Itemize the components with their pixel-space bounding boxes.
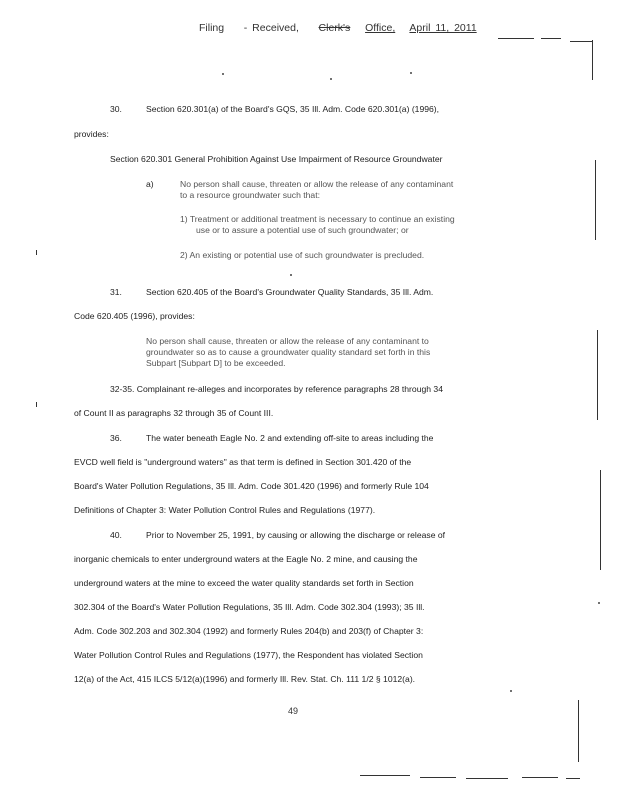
scan-speck [222, 73, 224, 75]
quote-620-301-1-line2: use or to assure a potential use of such groundwater; or [196, 225, 409, 235]
scan-speck [330, 78, 332, 80]
scan-mark [566, 778, 580, 779]
para-40-line1: Prior to November 25, 1991, by causing or allowing the discharge or release of [146, 530, 446, 540]
header-office: Office, [365, 22, 396, 34]
para-30-line2: provides: [74, 129, 109, 139]
para-31-number: 31. [110, 287, 122, 297]
scan-mark [578, 700, 579, 762]
quote-620-301-a-label: a) [146, 179, 154, 189]
scan-mark [522, 777, 558, 778]
page-number: 49 [288, 706, 299, 716]
para-40-number: 40. [110, 530, 122, 540]
para-40-line2: inorganic chemicals to enter underground waters at the Eagle No. 2 mine, and causing the [74, 554, 418, 564]
quote-620-405-line3: Subpart [Subpart D] to be exceeded. [146, 358, 286, 368]
para-36-line1: The water beneath Eagle No. 2 and extending off-site to areas including the [146, 433, 434, 443]
header-clerks: Clerk's [318, 22, 351, 34]
scan-speck [290, 274, 292, 276]
scan-mark [597, 330, 598, 420]
scan-mark [466, 778, 508, 779]
scan-speck [598, 602, 600, 604]
quote-620-301-title: Section 620.301 General Prohibition Against Use Impairment of Resource Groundwater [110, 154, 443, 164]
para-36-line4: Definitions of Chapter 3: Water Pollution Control Rules and Regulations (1977). [74, 505, 376, 515]
quote-620-301-a-line2: to a resource groundwater such that: [180, 190, 320, 200]
header-received: - Received, [243, 22, 299, 34]
scan-speck [410, 72, 412, 74]
scan-mark [360, 775, 410, 776]
quote-620-301-2-line1: 2) An existing or potential use of such groundwater is precluded. [180, 250, 425, 260]
scan-mark [592, 40, 593, 80]
para-40-line7: 12(a) of the Act, 415 ILCS 5/12(a)(1996) and formerly Ill. Rev. Stat. Ch. 111 1/2 § 1012(a). [74, 674, 416, 684]
scan-mark [600, 470, 601, 570]
para-32-35-line1: 32-35. Complainant re-alleges and incorporates by reference paragraphs 28 through 34 [110, 384, 443, 394]
para-30-line1: Section 620.301(a) of the Board's GQS, 35 Ill. Adm. Code 620.301(a) (1996), [146, 104, 440, 114]
header-filing: Filing [199, 22, 225, 34]
para-30-number: 30. [110, 104, 122, 114]
para-36-line3: Board's Water Pollution Regulations, 35 Ill. Adm. Code 301.420 (1996) and formerly Rule 104 [74, 481, 429, 491]
para-40-line4: 302.304 of the Board's Water Pollution Regulations, 35 Ill. Adm. Code 302.304 (1993); 35 Ill. [74, 602, 425, 612]
scan-mark [36, 402, 37, 407]
scan-mark [420, 777, 456, 778]
filing-header [199, 22, 477, 34]
scan-speck [510, 690, 512, 692]
para-31-line2: Code 620.405 (1996), provides: [74, 311, 195, 321]
scan-mark [595, 160, 596, 240]
quote-620-301-a-line1: No person shall cause, threaten or allow the release of any contaminant [180, 179, 454, 189]
para-40-line6: Water Pollution Control Rules and Regulations (1977), the Respondent has violated Section [74, 650, 423, 660]
scan-mark [498, 38, 534, 39]
scan-mark [36, 250, 37, 255]
para-36-number: 36. [110, 433, 122, 443]
quote-620-405-line1: No person shall cause, threaten or allow the release of any contaminant to [146, 336, 429, 346]
quote-620-301-1-line1: 1) Treatment or additional treatment is necessary to continue an existing [180, 214, 455, 224]
para-31-line1: Section 620.405 of the Board's Groundwater Quality Standards, 35 Ill. Adm. [146, 287, 434, 297]
scan-mark [541, 38, 561, 39]
scan-mark [570, 41, 592, 42]
quote-620-405-line2: groundwater so as to cause a groundwater quality standard set forth in this [146, 347, 431, 357]
para-40-line5: Adm. Code 302.203 and 302.304 (1992) and formerly Rules 204(b) and 203(f) of Chapter 3: [74, 626, 424, 636]
para-32-35-line2: of Count II as paragraphs 32 through 35 of Count III. [74, 408, 274, 418]
header-date: April 11, 2011 [409, 22, 477, 34]
para-40-line3: underground waters at the mine to exceed the water quality standards set forth in Section [74, 578, 414, 588]
para-36-line2: EVCD well field is "underground waters" as that term is defined in Section 301.420 of the [74, 457, 412, 467]
